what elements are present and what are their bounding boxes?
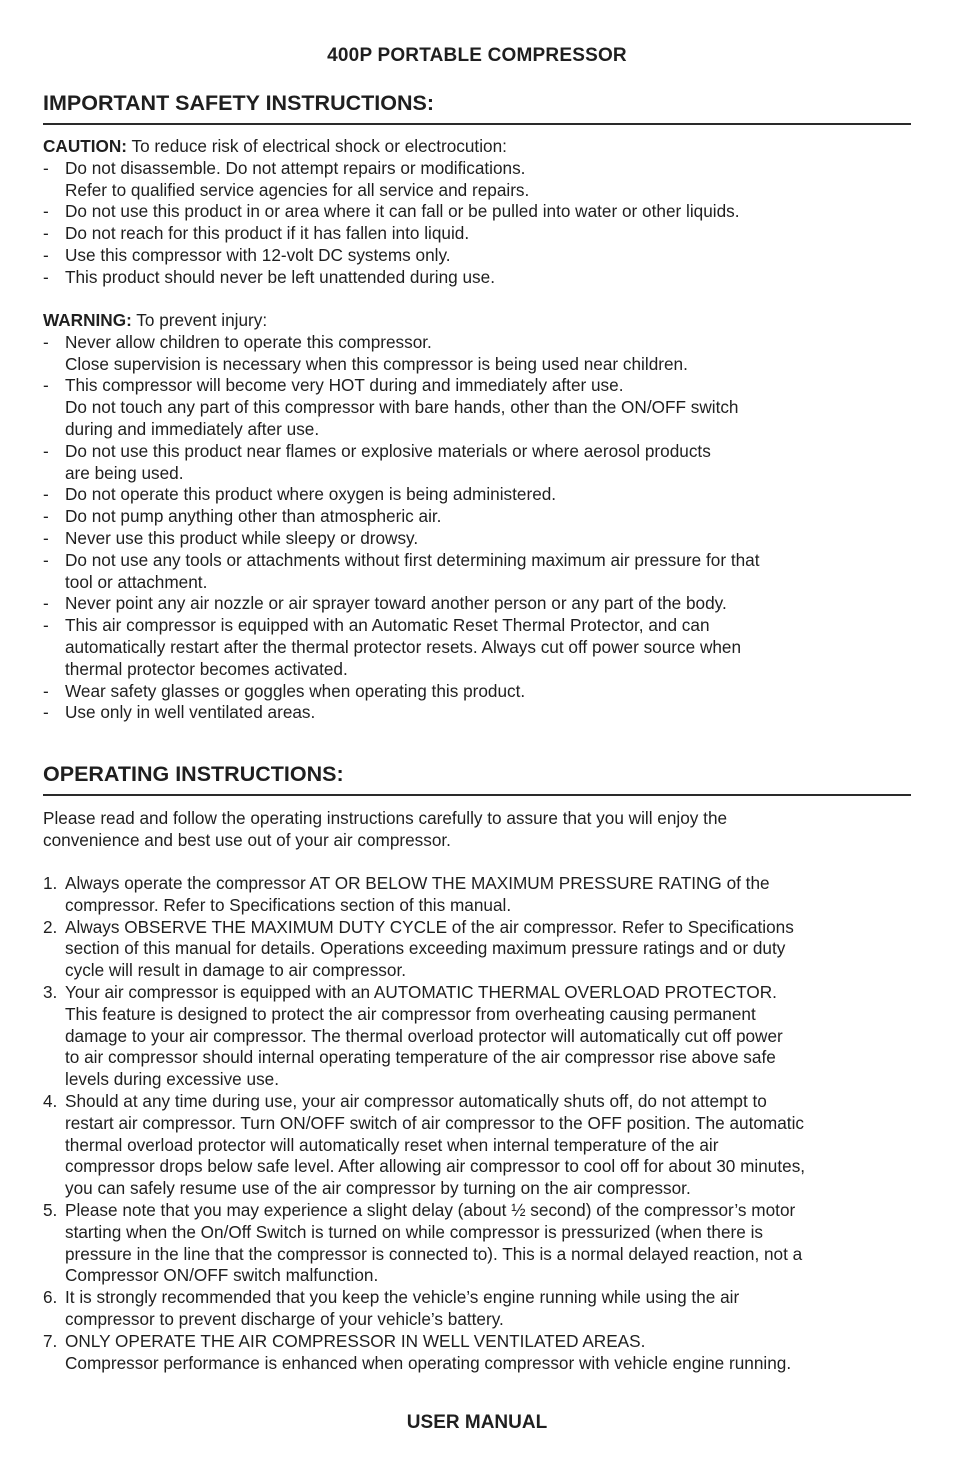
item-text-line: you can safely resume use of the air compressor by turning on the air compressor. [65, 1178, 691, 1199]
item-text-line: during and immediately after use. [65, 418, 320, 439]
item-text-line: This air compressor is equipped with an Automatic Reset Thermal Protector, and can [65, 615, 710, 636]
item-text-line: Always operate the compressor AT OR BELOW THE MAXIMUM PRESSURE RATING of the [65, 873, 770, 893]
list-item [43, 332, 911, 376]
bullet-dash: - [43, 331, 49, 352]
list-item [43, 223, 911, 245]
list-item [43, 917, 911, 982]
list-item [43, 702, 911, 724]
item-text-line: It is strongly recommended that you keep the vehicle’s engine running while using the air [65, 1287, 740, 1308]
item-text-line: Do not use this product near flames or explosive materials or where aerosol products [65, 440, 711, 461]
list-item [43, 484, 911, 506]
item-text-line: Wear safety glasses or goggles when operating this product. [65, 680, 526, 701]
item-text-line: compressor to prevent discharge of your vehicle’s battery. [65, 1308, 504, 1329]
bullet-dash: - [43, 201, 49, 222]
item-text-line: This compressor will become very HOT during and immediately after use. [65, 375, 624, 396]
item-text-line: compressor. Refer to Specifications section of this manual. [65, 894, 512, 915]
item-text-line: Compressor ON/OFF switch malfunction. [65, 1265, 379, 1286]
item-text-line: thermal protector becomes activated. [65, 658, 348, 679]
item-text-line: tool or attachment. [65, 571, 208, 592]
item-text-line: This product should never be left unattended during use. [65, 266, 495, 287]
step-number: 3. [43, 981, 58, 1002]
bullet-dash: - [43, 157, 49, 178]
item-text-line: Refer to qualified service agencies for all service and repairs. [65, 179, 530, 200]
item-text-line: restart air compressor. Turn ON/OFF switch of air compressor to the OFF position. The automatic [65, 1112, 804, 1133]
bullet-dash: - [43, 549, 49, 570]
item-text-line: Please note that you may experience a slight delay (about ½ second) of the compressor’s motor [65, 1199, 796, 1220]
item-text-line: Close supervision is necessary when this compressor is being used near children. [65, 353, 688, 374]
item-text-line: Your air compressor is equipped with an AUTOMATIC THERMAL OVERLOAD PROTECTOR. [65, 981, 777, 1002]
bullet-dash: - [43, 244, 49, 265]
item-text-line: Do not use this product in or area where it can fall or be pulled into water or other liquids. [65, 201, 740, 222]
warning-lead [43, 310, 911, 332]
list-item [43, 615, 911, 680]
warning-label: WARNING: [43, 310, 132, 330]
item-text-line: Do not disassemble. Do not attempt repairs or modifications. [65, 157, 526, 178]
list-item [43, 1331, 911, 1375]
item-text-line: automatically restart after the thermal protector resets. Always cut off power source when [65, 636, 742, 657]
item-text-line: Always OBSERVE THE MAXIMUM DUTY CYCLE of the air compressor. Refer to Specifications [65, 916, 794, 937]
list-item [43, 593, 911, 615]
step-number: 1. [43, 873, 58, 893]
bullet-dash: - [43, 506, 49, 527]
warning-section [43, 310, 911, 724]
operating-intro [43, 808, 911, 852]
step-number: 4. [43, 1090, 58, 1111]
item-text-line: to air compressor should internal operating temperature of the air compressor rise above safe [65, 1047, 776, 1068]
bullet-dash: - [43, 680, 49, 701]
list-item [43, 245, 911, 267]
item-text-line: levels during excessive use. [65, 1069, 279, 1090]
list-item [43, 528, 911, 550]
bullet-dash: - [43, 484, 49, 505]
intro-line: convenience and best use out of your air compressor. [43, 829, 451, 850]
caution-lead [43, 136, 911, 158]
list-item [43, 681, 911, 703]
warning-text: To prevent injury: [136, 310, 268, 330]
bullet-dash: - [43, 702, 49, 723]
caution-text: To reduce risk of electrical shock or electrocution: [131, 136, 507, 156]
item-text-line: Do not operate this product where oxygen is being administered. [65, 484, 557, 505]
item-text-line: section of this manual for details. Operations exceeding maximum pressure ratings and or duty [65, 938, 786, 959]
footer-label: USER MANUAL [406, 1412, 548, 1433]
list-item [43, 506, 911, 528]
document-title: 400P PORTABLE COMPRESSOR [327, 45, 627, 66]
item-text-line: Use this compressor with 12-volt DC systems only. [65, 244, 451, 265]
item-text-line: are being used. [65, 462, 184, 483]
item-text-line: Do not use any tools or attachments without first determining maximum air pressure for that [65, 549, 760, 570]
item-text-line: Use only in well ventilated areas. [65, 702, 316, 723]
list-item [43, 267, 911, 289]
item-text-line: Never point any air nozzle or air sprayer toward another person or any part of the body. [65, 593, 727, 614]
item-text-line: Never use this product while sleepy or drowsy. [65, 527, 419, 548]
operating-list [43, 873, 911, 1374]
item-text-line: compressor drops below safe level. After allowing air compressor to cool off for about 30 minutes, [65, 1156, 806, 1177]
item-text-line: Should at any time during use, your air compressor automatically shuts off, do not attempt to [65, 1090, 767, 1111]
caution-section [43, 136, 911, 289]
list-item [43, 158, 911, 202]
item-text-line: This feature is designed to protect the air compressor from overheating causing permanent [65, 1003, 756, 1024]
caution-label: CAUTION: [43, 136, 128, 156]
list-item [43, 1091, 911, 1200]
list-item [43, 201, 911, 223]
caution-list [43, 158, 911, 289]
list-item [43, 375, 911, 440]
item-text-line: cycle will result in damage to air compressor. [65, 960, 407, 981]
bullet-dash: - [43, 223, 49, 244]
item-text-line: Never allow children to operate this compressor. [65, 331, 432, 352]
list-item [43, 873, 911, 917]
bullet-dash: - [43, 266, 49, 287]
list-item [43, 982, 911, 1091]
bullet-dash: - [43, 440, 49, 461]
list-item [43, 441, 911, 485]
bullet-dash: - [43, 593, 49, 614]
step-number: 2. [43, 916, 58, 937]
bullet-dash: - [43, 527, 49, 548]
step-number: 6. [43, 1287, 58, 1308]
item-text-line: Compressor performance is enhanced when operating compressor with vehicle engine running. [65, 1352, 792, 1373]
item-text-line: Do not pump anything other than atmospheric air. [65, 506, 442, 527]
operating-instructions-heading: OPERATING INSTRUCTIONS: [43, 760, 911, 796]
item-text-line: ONLY OPERATE THE AIR COMPRESSOR IN WELL VENTILATED AREAS. [65, 1330, 646, 1351]
safety-instructions-heading: IMPORTANT SAFETY INSTRUCTIONS: [43, 89, 911, 125]
list-item [43, 1287, 911, 1331]
item-text-line: pressure in the line that the compressor is connected to). This is a normal delayed reaction, not a [65, 1243, 803, 1264]
list-item [43, 1200, 911, 1287]
item-text-line: Do not touch any part of this compressor with bare hands, other than the ON/OFF switch [65, 397, 739, 418]
item-text-line: starting when the On/Off Switch is turned on while compressor is pressurized (when there is [65, 1221, 763, 1242]
warning-list [43, 332, 911, 724]
item-text-line: Do not reach for this product if it has fallen into liquid. [65, 223, 470, 244]
step-number: 5. [43, 1199, 58, 1220]
intro-line: Please read and follow the operating instructions carefully to assure that you will enjoy the [43, 808, 728, 828]
bullet-dash: - [43, 615, 49, 636]
list-item [43, 550, 911, 594]
item-text-line: damage to your air compressor. The thermal overload protector will automatically cut off power [65, 1025, 783, 1046]
bullet-dash: - [43, 375, 49, 396]
item-text-line: thermal overload protector will automatically reset when internal temperature of the air [65, 1134, 719, 1155]
step-number: 7. [43, 1330, 58, 1351]
operating-steps [43, 873, 911, 1374]
